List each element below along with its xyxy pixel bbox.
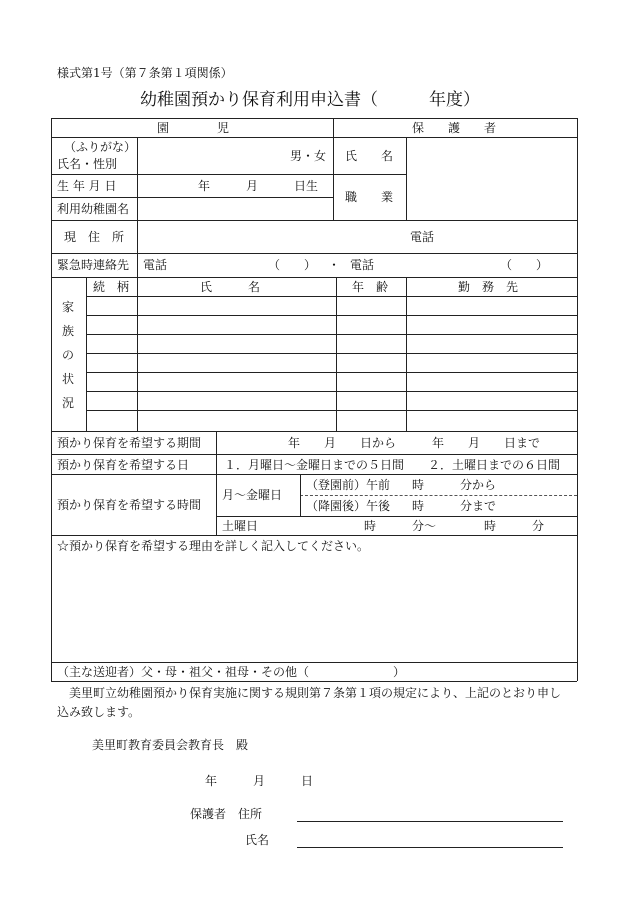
family-side-1: 家 [62, 300, 75, 314]
emergency-paren1: （ ） [268, 258, 317, 272]
furigana-label: （ふりがな） [64, 140, 137, 154]
family-col-relation: 続 柄 [93, 280, 130, 294]
name-sex-label: 氏名・性別 [57, 157, 118, 171]
family-col-age: 年 齢 [352, 280, 389, 294]
family-side-4: 状 [62, 372, 75, 386]
statement-line-2: 込み致します。 [57, 705, 141, 719]
hours-after-label: （降園後）午後 [306, 499, 391, 513]
guardian-address-label: 保護者 住所 [190, 807, 263, 821]
family-side-5: 況 [62, 396, 75, 410]
pickup-label: （主な送迎者）父・母・祖父・祖母・その他（ ） [57, 665, 406, 679]
page-title: 幼稚園預かり保育利用申込書（ 年度） [140, 90, 480, 110]
statement-line-1: 美里町立幼稚園預かり保育実施に関する規則第７条第１項の規定により、上記のとおり申し [57, 686, 562, 700]
hours-saturday-label: 土曜日 [222, 519, 259, 533]
family-side-2: 族 [62, 324, 75, 338]
header-guardian: 保 護 者 [412, 121, 497, 135]
hours-before-time: 時 分から [412, 478, 497, 492]
hours-before-label: （登園前）午前 [306, 478, 391, 492]
guardian-name-line[interactable] [297, 847, 563, 848]
address-phone-label: 電話 [410, 230, 435, 244]
hours-saturday-time: 時 分～ 時 分 [364, 519, 545, 533]
days-value: １．月曜日～金曜日までの５日間 ２．土曜日までの６日間 [224, 458, 561, 472]
family-col-name: 氏 名 [200, 280, 261, 294]
reason-label: ☆預かり保育を希望する理由を詳しく記入してください。 [57, 539, 370, 553]
application-date: 年 月 日 [205, 774, 314, 788]
occupation-label: 職 業 [345, 190, 394, 204]
kindergarten-label: 利用幼稚園名 [57, 202, 130, 216]
hours-label: 預かり保育を希望する時間 [57, 498, 202, 512]
guardian-address-line[interactable] [297, 821, 563, 822]
emergency-paren2: （ ） [500, 258, 549, 272]
addressee: 美里町教育委員会教育長 殿 [92, 738, 249, 752]
guardian-name-sign-label: 氏名 [245, 833, 270, 847]
birthdate-label: 生 年 月 日 [57, 179, 117, 193]
header-child: 園 児 [157, 121, 230, 135]
emergency-dot: ・ [328, 258, 341, 272]
emergency-phone2-label: 電話 [350, 258, 375, 272]
guardian-name-label: 氏 名 [345, 149, 394, 163]
family-side-3: の [62, 348, 75, 362]
address-label: 現 住 所 [64, 230, 125, 244]
emergency-phone1-label: 電話 [143, 258, 168, 272]
days-label: 預かり保育を希望する日 [57, 458, 190, 472]
period-label: 預かり保育を希望する期間 [57, 436, 202, 450]
hours-after-time: 時 分まで [412, 499, 497, 513]
emergency-label: 緊急時連絡先 [57, 258, 130, 272]
form-number: 様式第1号（第７条第１項関係） [57, 66, 233, 80]
family-col-workplace: 勤 務 先 [458, 280, 519, 294]
hours-weekday-label: 月～金曜日 [222, 488, 283, 502]
period-value: 年 月 日から 年 月 日まで [288, 436, 541, 450]
birthdate-value: 年 月 日生 [198, 179, 319, 193]
sex-options: 男・女 [290, 149, 327, 163]
